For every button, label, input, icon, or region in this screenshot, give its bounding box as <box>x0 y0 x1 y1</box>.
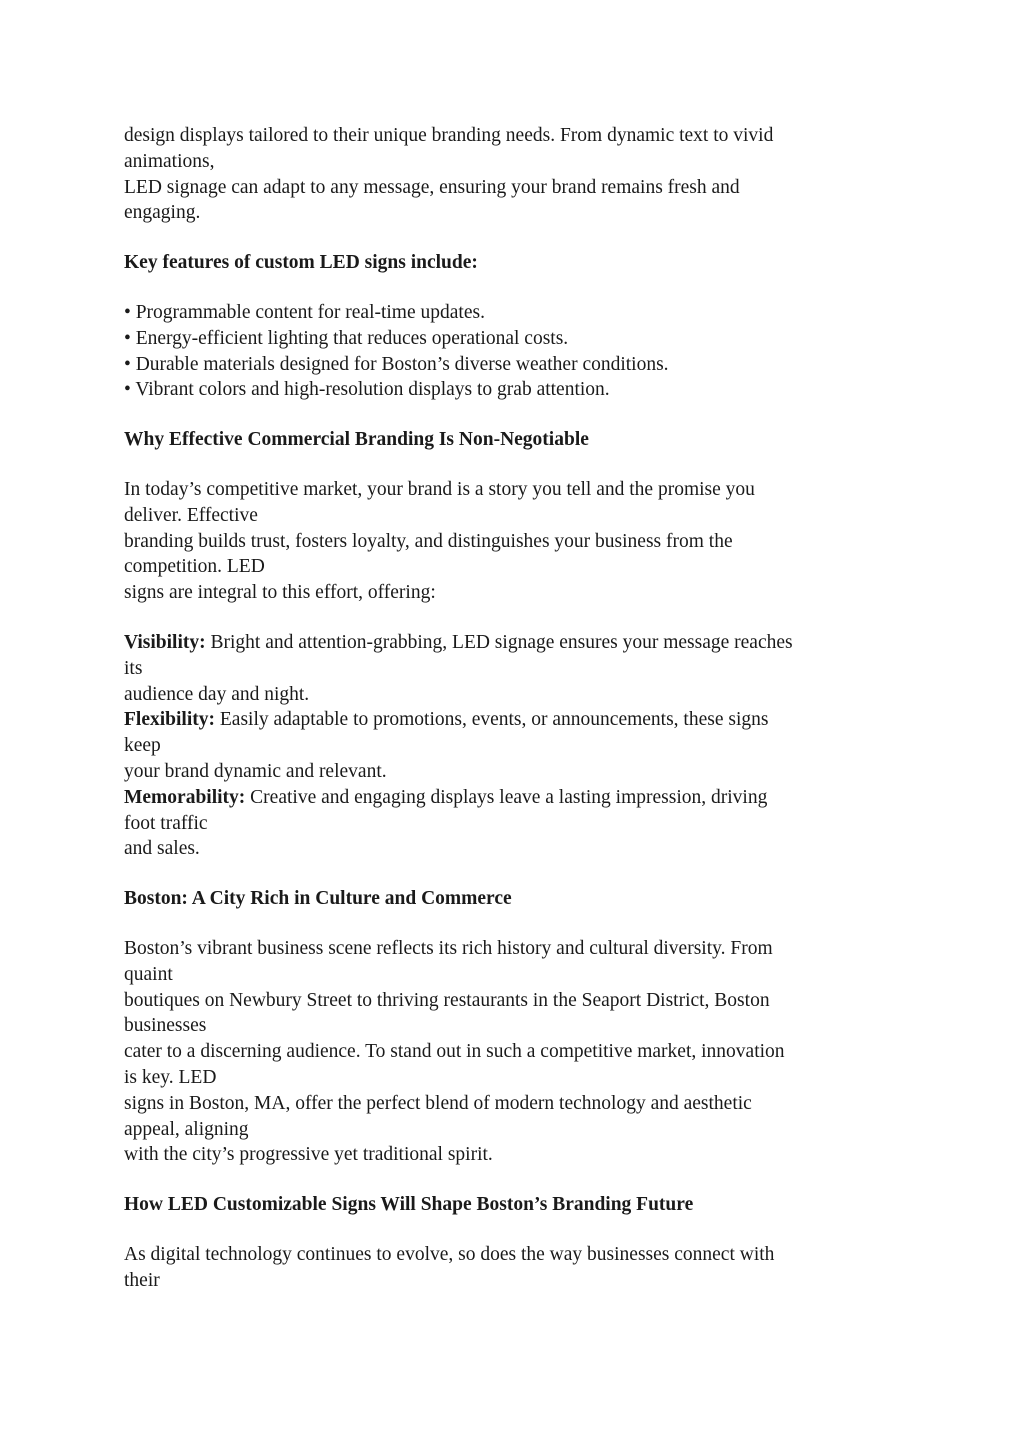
intro-paragraph <box>124 123 899 226</box>
text-line: animations, <box>124 150 215 172</box>
benefit-memorability <box>124 785 899 811</box>
benefit-term: Visibility: <box>124 631 206 653</box>
text-line: cater to a discerning audience. To stand out in such a competitive market, innovation <box>124 1041 785 1063</box>
text-line: quaint <box>124 963 173 985</box>
features-list <box>124 300 899 403</box>
text-line: boutiques on Newbury Street to thriving restaurants in the Seaport District, Boston <box>124 989 770 1011</box>
benefit-flexibility <box>124 707 899 733</box>
text-line: In today’s competitive market, your brand is a story you tell and the promise you <box>124 478 755 500</box>
text-line: audience day and night. <box>124 683 310 705</box>
benefit-text: Bright and attention-grabbing, LED signage ensures your message reaches <box>205 631 793 653</box>
branding-benefits <box>124 630 899 862</box>
text-line: signs are integral to this effort, offering: <box>124 582 436 604</box>
benefit-term: Memorability: <box>124 786 246 808</box>
text-line: your brand dynamic and relevant. <box>124 760 387 782</box>
future-paragraph <box>124 1242 899 1294</box>
branding-paragraph <box>124 477 899 606</box>
features-heading: Key features of custom LED signs include: <box>124 252 478 274</box>
boston-heading: Boston: A City Rich in Culture and Commerce <box>124 888 512 910</box>
benefit-visibility <box>124 630 899 656</box>
text-line: LED signage can adapt to any message, ensuring your brand remains fresh and <box>124 176 740 198</box>
benefit-text: Creative and engaging displays leave a lasting impression, driving <box>245 786 768 808</box>
benefit-text: Easily adaptable to promotions, events, or announcements, these signs <box>215 709 769 731</box>
list-item: • Vibrant colors and high-resolution displays to grab attention. <box>124 379 610 401</box>
boston-paragraph <box>124 936 899 1168</box>
text-line: appeal, aligning <box>124 1118 249 1140</box>
text-line: As digital technology continues to evolve, so does the way businesses connect with <box>124 1243 775 1265</box>
text-line: deliver. Effective <box>124 504 258 526</box>
text-line: foot traffic <box>124 812 208 834</box>
text-line: their <box>124 1269 160 1291</box>
text-line: keep <box>124 735 161 757</box>
text-line: Boston’s vibrant business scene reflects its rich history and cultural diversity. From <box>124 937 773 959</box>
text-line: and sales. <box>124 838 200 860</box>
list-item: • Durable materials designed for Boston’s diverse weather conditions. <box>124 353 669 375</box>
text-line: branding builds trust, fosters loyalty, and distinguishes your business from the <box>124 530 733 552</box>
text-line: its <box>124 657 143 679</box>
text-line: engaging. <box>124 202 201 224</box>
text-line: competition. LED <box>124 556 265 578</box>
benefit-term: Flexibility: <box>124 709 215 731</box>
text-line: signs in Boston, MA, offer the perfect blend of modern technology and aesthetic <box>124 1092 752 1114</box>
future-heading: How LED Customizable Signs Will Shape Boston’s Branding Future <box>124 1194 694 1216</box>
text-line: is key. LED <box>124 1066 217 1088</box>
text-line: design displays tailored to their unique branding needs. From dynamic text to vivid <box>124 125 774 146</box>
branding-heading: Why Effective Commercial Branding Is Non-Negotiable <box>124 429 589 451</box>
document-page <box>124 123 899 1293</box>
list-item: • Energy-efficient lighting that reduces operational costs. <box>124 327 569 349</box>
text-line: with the city’s progressive yet traditional spirit. <box>124 1144 493 1166</box>
list-item: • Programmable content for real-time updates. <box>124 301 485 323</box>
text-line: businesses <box>124 1015 207 1037</box>
